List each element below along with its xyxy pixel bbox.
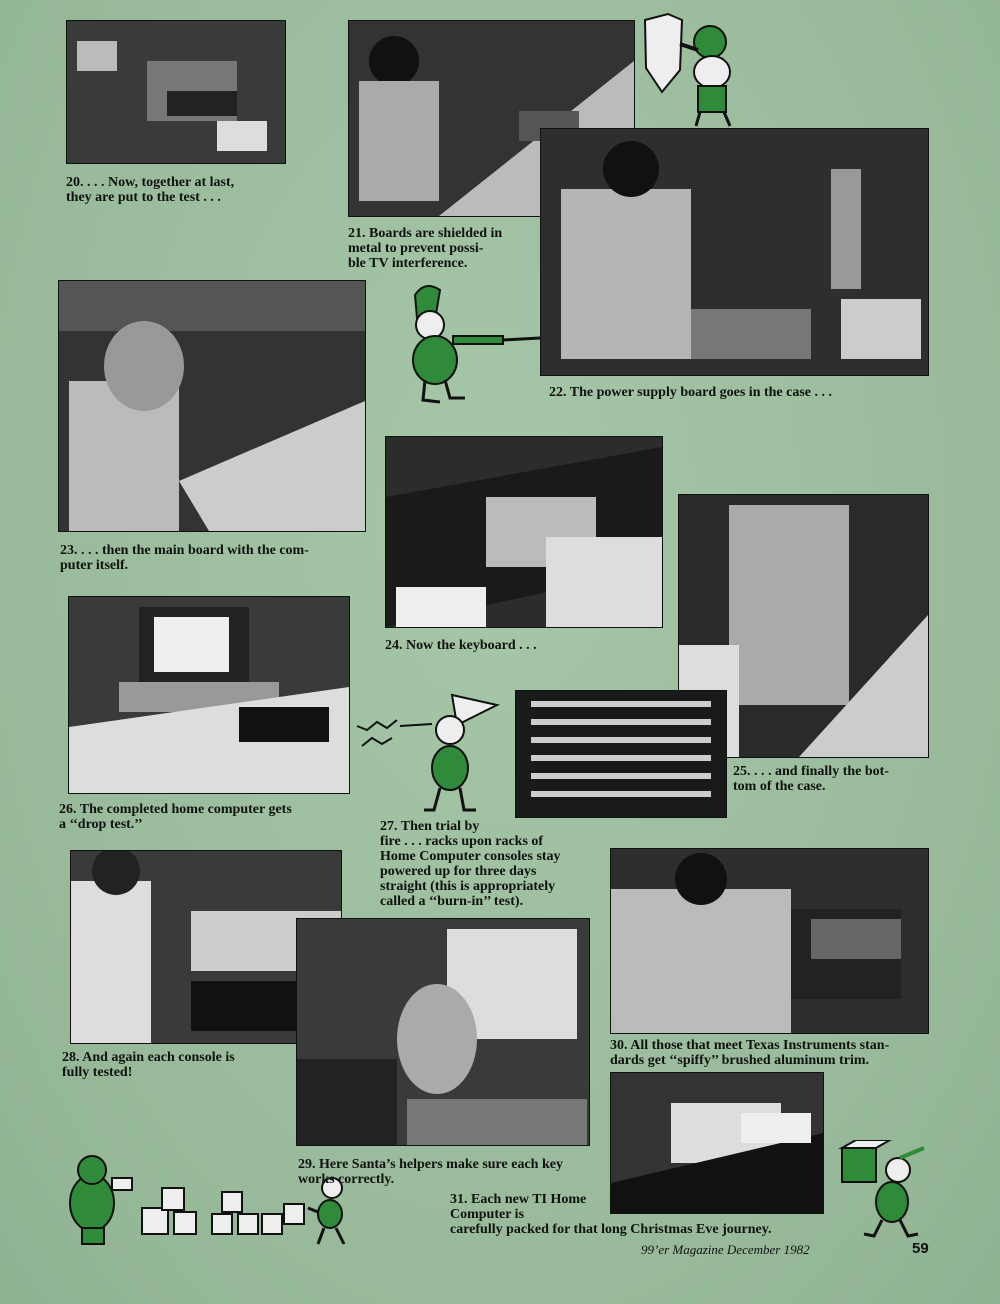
caption-24: 24. Now the keyboard . . . bbox=[385, 638, 537, 653]
caption-21: 21. Boards are shielded in metal to prevent possi- ble TV interference. bbox=[348, 226, 503, 271]
caption-27: 27. Then trial by fire . . . racks upon racks of Home Computer consoles stay powered up for three days straight (this is appropriately called a ‘‘burn-in’’ test). bbox=[380, 819, 561, 909]
photo-23-main-board bbox=[58, 280, 366, 532]
elf-shield-illustration bbox=[640, 10, 745, 128]
magazine-footer: 99’er Magazine December 1982 bbox=[641, 1242, 810, 1257]
caption-29: 29. Here Santa’s helpers make sure each key works correctly. bbox=[298, 1157, 563, 1187]
photo-29-key-testing bbox=[296, 918, 590, 1146]
photo-27-burn-in-racks bbox=[515, 690, 727, 818]
photo-24-keyboard bbox=[385, 436, 663, 628]
caption-31: 31. Each new TI Home Computer is carefully packed for that long Christmas Eve journey. bbox=[450, 1192, 772, 1237]
caption-28: 28. And again each console is fully tested! bbox=[62, 1050, 235, 1080]
photo-20-testing-station bbox=[66, 20, 286, 164]
caption-30: 30. All those that meet Texas Instruments stan- dards get ‘‘spiffy’’ brushed aluminum trim. bbox=[610, 1038, 890, 1068]
caption-25: 25. . . . and finally the bot- tom of the case. bbox=[733, 764, 889, 794]
caption-26: 26. The completed home computer gets a ‘‘drop test.’’ bbox=[59, 802, 292, 832]
photo-22-power-supply bbox=[540, 128, 929, 376]
photo-30-aluminum-trim bbox=[610, 848, 929, 1034]
elf-zap-illustration bbox=[352, 690, 507, 815]
caption-23: 23. . . . then the main board with the com- puter itself. bbox=[60, 543, 309, 573]
caption-22: 22. The power supply board goes in the case . . . bbox=[549, 385, 833, 400]
photo-26-drop-test bbox=[68, 596, 350, 794]
page-number: 59 bbox=[912, 1240, 929, 1257]
caption-20: 20. . . . Now, together at last, they are put to the test . . . bbox=[66, 175, 235, 205]
elf-screwdriver-illustration bbox=[395, 280, 545, 410]
